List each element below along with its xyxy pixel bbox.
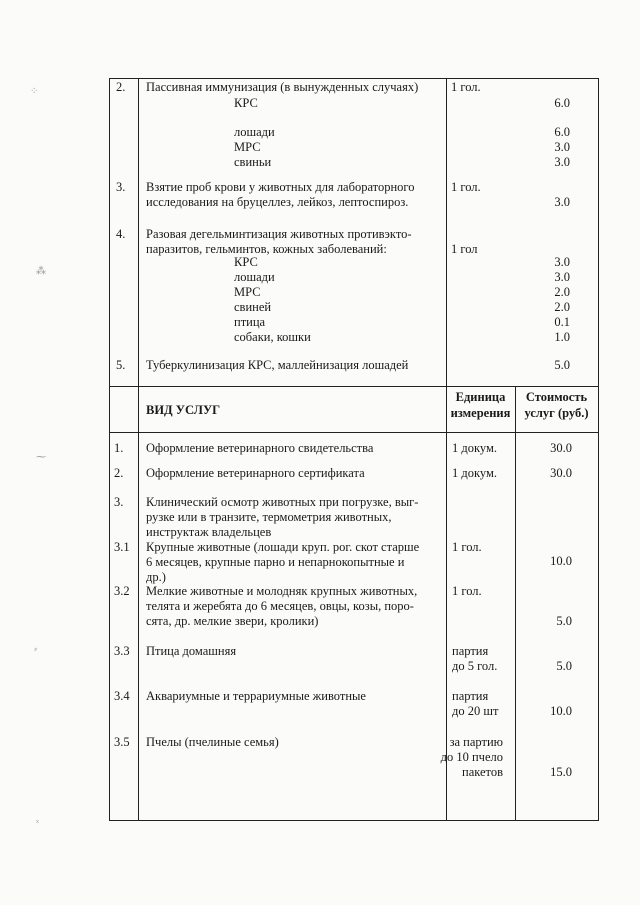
unit-of-measure: партия [452,689,489,703]
service-description: Пчелы (пчелиные семья) [146,735,279,749]
service-description: исследования на бруцеллез, лейкоз, лептоспироз. [146,195,409,209]
row-number: 3. [114,495,124,509]
service-description: телята и жеребята до 6 месяцев, овцы, козы, поро- [146,599,414,613]
row-number: 3.1 [114,540,130,554]
header-unit-line-2: измерения [450,406,511,420]
price: 1.0 [554,330,570,344]
row-number: 3.4 [114,689,130,703]
animal-type: птица [234,315,266,329]
animal-type: собаки, кошки [234,330,311,344]
unit-of-measure: партия [452,644,489,658]
animal-type: лошади [234,270,275,284]
margin-speck: ₓ [36,814,39,825]
service-description: 6 месяцев, крупные парно и непарнокопытные и [146,555,405,569]
column-divider-price [515,386,516,821]
animal-type: КРС [234,255,258,269]
unit-of-measure: за партию [449,735,503,749]
unit-of-measure: 1 докум. [452,466,498,480]
service-description: Мелкие животные и молодняк крупных животных, [146,584,418,598]
header-service: ВИД УСЛУГ [146,403,221,417]
price: 30.0 [550,466,572,480]
price: 3.0 [554,255,570,269]
service-description: Оформление ветеринарного сертификата [146,466,365,480]
service-description: Птица домашняя [146,644,237,658]
unit-of-measure: 1 гол [451,242,478,256]
service-description: Крупные животные (лошади круп. рог. скот старше [146,540,420,554]
column-divider-number [138,78,139,821]
margin-speck: ⁘ [30,86,39,97]
row-number: 2. [114,466,124,480]
unit-of-measure: до 5 гол. [452,659,498,673]
animal-type: свиньи [234,155,272,169]
price: 6.0 [554,125,570,139]
price: 30.0 [550,441,572,455]
margin-speck: ⁓ [36,452,46,463]
service-description: сята, др. мелкие звери, кролики) [146,614,319,628]
price: 0.1 [554,315,570,329]
service-description: инструктаж владельцев [146,525,272,539]
row-number: 3.3 [114,644,130,658]
service-description: Разовая дегельминтизация животных противэкто- [146,227,412,241]
animal-type: лошади [234,125,275,139]
animal-type: МРС [234,285,261,299]
price: 10.0 [550,554,572,568]
row-number: 1. [114,441,124,455]
price: 3.0 [554,140,570,154]
unit-of-measure: пакетов [462,765,503,779]
row-number: 3.2 [114,584,130,598]
animal-type: КРС [234,96,258,110]
row-number: 3. [116,180,126,194]
unit-of-measure: 1 гол. [451,180,481,194]
price: 2.0 [554,300,570,314]
header-unit-line-1: Единица [455,390,506,404]
row-number: 4. [116,227,126,241]
service-description: Аквариумные и террариумные животные [146,689,366,703]
service-description: паразитов, гельминтов, кожных заболеваний: [146,242,387,256]
margin-speck: ⸗ [34,644,38,655]
row-divider-after-header [109,432,599,433]
animal-type: МРС [234,140,261,154]
column-divider-unit [446,78,447,821]
price: 6.0 [554,96,570,110]
header-price-line-1: Стоимость [525,390,588,404]
table-border-right [598,78,599,821]
row-number: 2. [116,80,126,94]
service-description: Оформление ветеринарного свидетельства [146,441,374,455]
row-divider-before-header [109,386,599,387]
price: 2.0 [554,285,570,299]
animal-type: свиней [234,300,272,314]
table-border-top [109,78,599,79]
unit-of-measure: 1 гол. [452,584,482,598]
price: 5.0 [556,614,572,628]
table-border-left [109,78,110,821]
price: 5.0 [556,659,572,673]
price: 10.0 [550,704,572,718]
unit-of-measure: до 10 пчело [440,750,503,764]
unit-of-measure: 1 гол. [452,540,482,554]
service-description: Пассивная иммунизация (в вынужденных случаях) [146,80,419,94]
service-description: Взятие проб крови у животных для лабораторного [146,180,415,194]
margin-speck: ⁂ [36,266,46,277]
service-description: рузке или в транзите, термометрия животных, [146,510,392,524]
header-price-line-2: услуг (руб.) [524,406,589,420]
table-border-bottom [109,820,599,821]
price: 3.0 [554,155,570,169]
service-description: Туберкулинизация КРС, маллейнизация лошадей [146,358,409,372]
row-number: 3.5 [114,735,130,749]
price: 3.0 [554,195,570,209]
service-description: др.) [146,570,166,584]
price: 3.0 [554,270,570,284]
price: 15.0 [550,765,572,779]
row-number: 5. [116,358,126,372]
unit-of-measure: до 20 шт [452,704,499,718]
price: 5.0 [554,358,570,372]
unit-of-measure: 1 гол. [451,80,481,94]
unit-of-measure: 1 докум. [452,441,498,455]
service-description: Клинический осмотр животных при погрузке, выг- [146,495,419,509]
